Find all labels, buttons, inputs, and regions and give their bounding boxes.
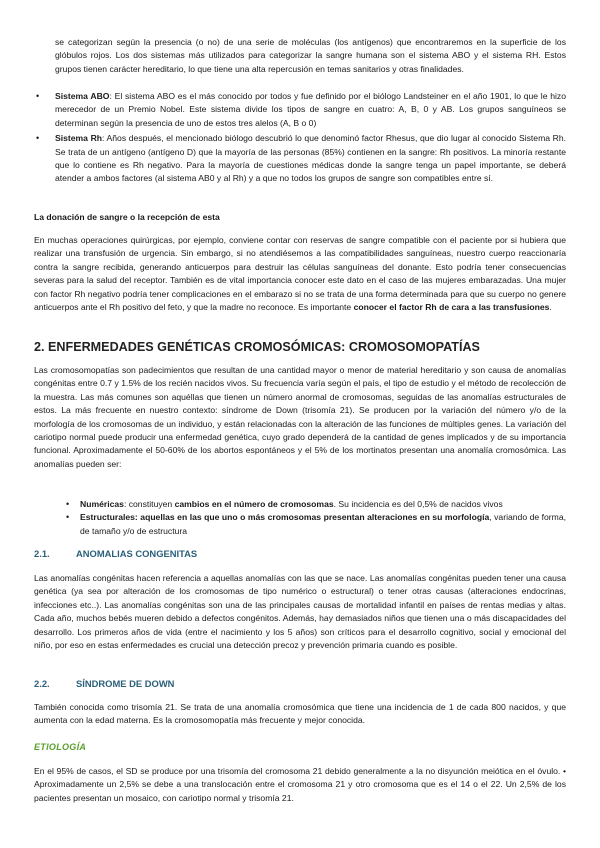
rh-term: Sistema Rh	[55, 133, 103, 144]
subsection-2-2-paragraph: También conocida como trisomía 21. Se trata de una anomalía cromosómica que tiene una incidencia de 1 de cada 800 nacidos, y que aumenta con la edad materna. Es la cromosomopatía más frecuente y mejor conocida.	[34, 702, 566, 726]
donation-end: .	[549, 302, 552, 313]
subsection-title: ANOMALIAS CONGENITAS	[76, 548, 198, 559]
bullet-icon: •	[66, 499, 70, 509]
list-item-estructurales	[0, 511, 600, 538]
estructurales-term: Estructurales: aquellas en las que uno o más cromosomas presentan alteraciones en su morfología	[80, 512, 490, 523]
bullet-icon: •	[66, 512, 70, 523]
bullet-icon: •	[36, 133, 40, 144]
numericas-term: Numéricas	[80, 499, 124, 509]
abo-term: Sistema ABO	[55, 91, 110, 101]
estructurales-post: , variando de forma, de tamaño y/o de estructura	[80, 512, 566, 536]
subsection-number: 2.1.	[34, 548, 50, 559]
numericas-bold: cambios en el número de cromosomas	[174, 499, 334, 509]
donation-heading: La donación de sangre o la recepción de esta	[34, 212, 220, 222]
subsection-2-1-paragraph: Las anomalías congénitas hacen referencia a aquellas anomalías con las que se nace. Las anomalías congénitas pueden tener una causa genética (ya sea por alteración de los cromosomas de tipo numérico o estructural) o tener otras causas (alteraciones endocrinas, infecciones etc..). Las anomalías congénitas son una de las principales causas de mortalidad infantil en países de rentas medias y altas. Cada año, muchos bebés mueren debido a defectos congénitos. Además, hay demasiados niños que tienen una o más discapacidades del desarrollo. Los primeros años de vida (entre el nacimiento y los 5 años) son críticos para el desarrollo cognitivo, social y emocional del niño, por eso en estas enfermedades es crucial una detección precoz y prevención primaria cuando es posible.	[34, 573, 566, 651]
anomalies-list	[0, 498, 600, 538]
section2-title: 2. ENFERMEDADES GENÉTICAS CROMOSÓMICAS: CROMOSOMOPATÍAS	[34, 340, 480, 354]
etiologia-heading: ETIOLOGÍA	[34, 742, 87, 752]
subsection-2-2-title	[0, 677, 174, 690]
section2-paragraph: Las cromosomopatías son padecimientos que resultan de una cantidad mayor o menor de material hereditario y son causa de anomalías congénitas entre 0.7 y 1.5% de los recién nacidos vivos. Su frecuencia varía según el país, el tipo de estudio y el método de recolección de la muestra. Las más comunes son aquéllas que tienen un número anormal de cromosomas, seguidas de las anomalías estructurales de estos. La más frecuente en nuestro contexto: síndrome de Down (trisomía 21). Se producen por la variación del número y/o de la morfología de los cromosomas de un individuo, y están relacionadas con la alteración de las funciones de múltiples genes. La variación del cariotipo normal puede producir una enfermedad genética, cuyo grado dependerá de la cantidad de genes implicados y de su importancia funcional. Aproximadamente el 50-60% de los abortos espontáneos y el 5% de los mortinatos presentan una anomalía cromosómica. Las anomalías pueden ser:	[34, 365, 566, 469]
donation-bold: conocer el factor Rh de cara a las transfusiones	[353, 302, 550, 313]
numericas-post: . Su incidencia es del 0,5% de nacidos vivos	[333, 499, 503, 509]
etiologia-paragraph: En el 95% de casos, el SD se produce por una trisomía del cromosoma 21 debido generalmente a la no disyunción meiótica en el óvulo. • Aproximadamente un 2,5% se debe a una translocación entre el cromosoma 21 y otro cromosoma que es el 14 o el 22. Un 2,5% de los pacientes presentan un mosaico, con cariotipo normal y trisomía 21.	[34, 766, 566, 803]
abo-text: : El sistema ABO es el más conocido por todos y fue definido por el biólogo Landsteiner en el año 1901, lo que le hizo merecedor de un Premio Nobel. Este sistema divide los tipos de sangre en cuatro: A, B, 0 y AB. Los grupos sanguíneos se determinan según la presencia de uno de estos tres alelos (A, B o 0)	[55, 91, 566, 128]
intro-continuation: se categorizan según la presencia (o no) de una serie de moléculas (los antígenos) que encontraremos en la superficie de los glóbulos rojos. Los dos sistemas más utilizados para categorizar la sangre humana son el sistema ABO y el sistema RH. Estos grupos tienen carácter hereditario, lo que tiene una alta repercusión en temas sanitarios y otras finalidades.	[55, 37, 566, 74]
list-item-numericas	[0, 498, 600, 511]
donation-paragraph	[0, 234, 600, 314]
subsection-2-1-title	[0, 547, 197, 560]
subsection-title: SÍNDROME DE DOWN	[76, 678, 175, 689]
list-item-rh	[0, 132, 600, 186]
subsection-number: 2.2.	[34, 678, 50, 689]
bullet-icon: •	[36, 91, 40, 101]
list-item-abo	[0, 90, 600, 130]
donation-text: En muchas operaciones quirúrgicas, por ejemplo, conviene contar con reservas de sangre compatible con el paciente por si hubiera que realizar una transfusión de urgencia. Sin embargo, si no atendiésemos a las compatibilidades sanguíneas, nuestro cuerpo reaccionaría contra la sangre recibida, generando anticuerpos para destruir las células sanguíneas del donante. Esto podría tener consecuencias severas para la salud del receptor. También es de vital importancia conocer este dato en el caso de las mujeres embarazadas. Una mujer con factor Rh negativo podría tener complicaciones en el embarazo si no se trata de una forma determinada para que su cuerpo no genere anticuerpos ante el Rh positivo del feto, y que la madre no reconoce. Es importante	[34, 235, 566, 313]
numericas-pre: : constituyen	[123, 499, 175, 509]
rh-text: : Años después, el mencionado biólogo descubrió lo que denominó factor Rhesus, que dio lugar al conocido Sistema Rh. Se trata de un antígeno (antígeno D) que la mayoría de las personas (85%) contienen en la sangre: Rh positivos. La minoría restante que lo contiene es Rh negativo. Para la mayoría de cuestiones médicas donde la sangre tenga un papel importante, se deberá atender a ambos factores (al sistema AB0 y al Rh) y a que no todos los grupos de sangre son compatibles entre sí.	[55, 133, 566, 184]
blood-systems-list	[0, 90, 600, 186]
